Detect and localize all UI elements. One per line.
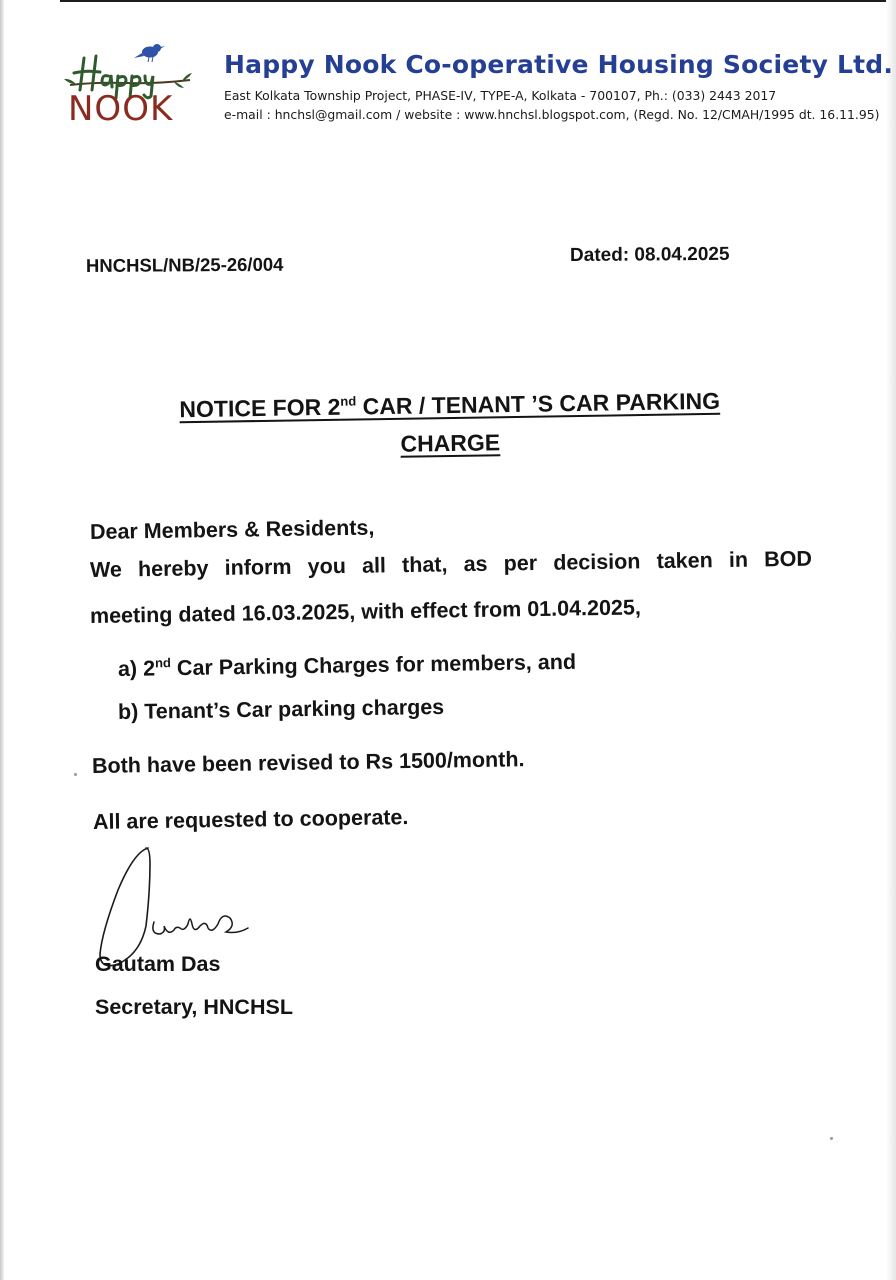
title-part-2: CAR / TENANT ’S CAR PARKING [356,387,721,420]
title-part-1: NOTICE FOR 2 [179,393,341,423]
paper-speck [830,1137,833,1140]
notice-title-line-2: CHARGE [400,429,501,457]
society-logo [56,40,206,126]
paragraph-line-2: meeting dated 16.03.2025, with effect from 01.04.2025, [89,595,642,628]
paper-right-edge [886,0,896,1280]
notice-title [109,381,790,468]
list-item-superscript: nd [154,655,172,671]
closing-request: All are requested to cooperate. [92,805,409,834]
list-marker: a) [117,656,138,681]
list-item [118,695,445,725]
happy-nook-logo-icon [56,40,206,126]
list-item-number: 2 [142,656,156,681]
list-item [118,650,576,682]
notice-title-line-1 [179,382,720,428]
salutation: Dear Members & Residents, [89,515,375,544]
signatory-title: Secretary, HNCHSL [95,995,293,1019]
revised-charge-statement: Both have been revised to Rs 1500/month. [91,747,525,778]
organization-address: East Kolkata Township Project, PHASE-IV, TYPE-A, Kolkata - 700107, Ph.: (033) 2443 2017 [224,88,777,103]
notice-date: Dated: 08.04.2025 [569,243,730,266]
signatory-name: Gautam Das [95,952,221,976]
list-item-text: Tenant’s Car parking charges [144,694,445,724]
nook-lettering: NOOK [68,89,174,126]
paper-top-edge [60,0,896,2]
list-marker: b) [117,699,139,724]
paper-speck [74,773,77,776]
organization-name: Happy Nook Co-operative Housing Society Ltd. [224,50,894,79]
organization-contact: e-mail : hnchsl@gmail.com / website : www.hnchsl.blogspot.com, (Regd. No. 12/CMAH/1995 dt. 16.11.95) [224,107,880,122]
paper-left-edge [0,0,4,1280]
title-superscript: nd [340,393,357,409]
reference-number: HNCHSL/NB/25-26/004 [85,253,284,276]
list-item-text: Car Parking Charges for members, and [170,649,577,681]
bird-icon [134,44,165,62]
paragraph-line-1: We hereby inform you all that, as per decision taken in BOD [89,546,813,582]
